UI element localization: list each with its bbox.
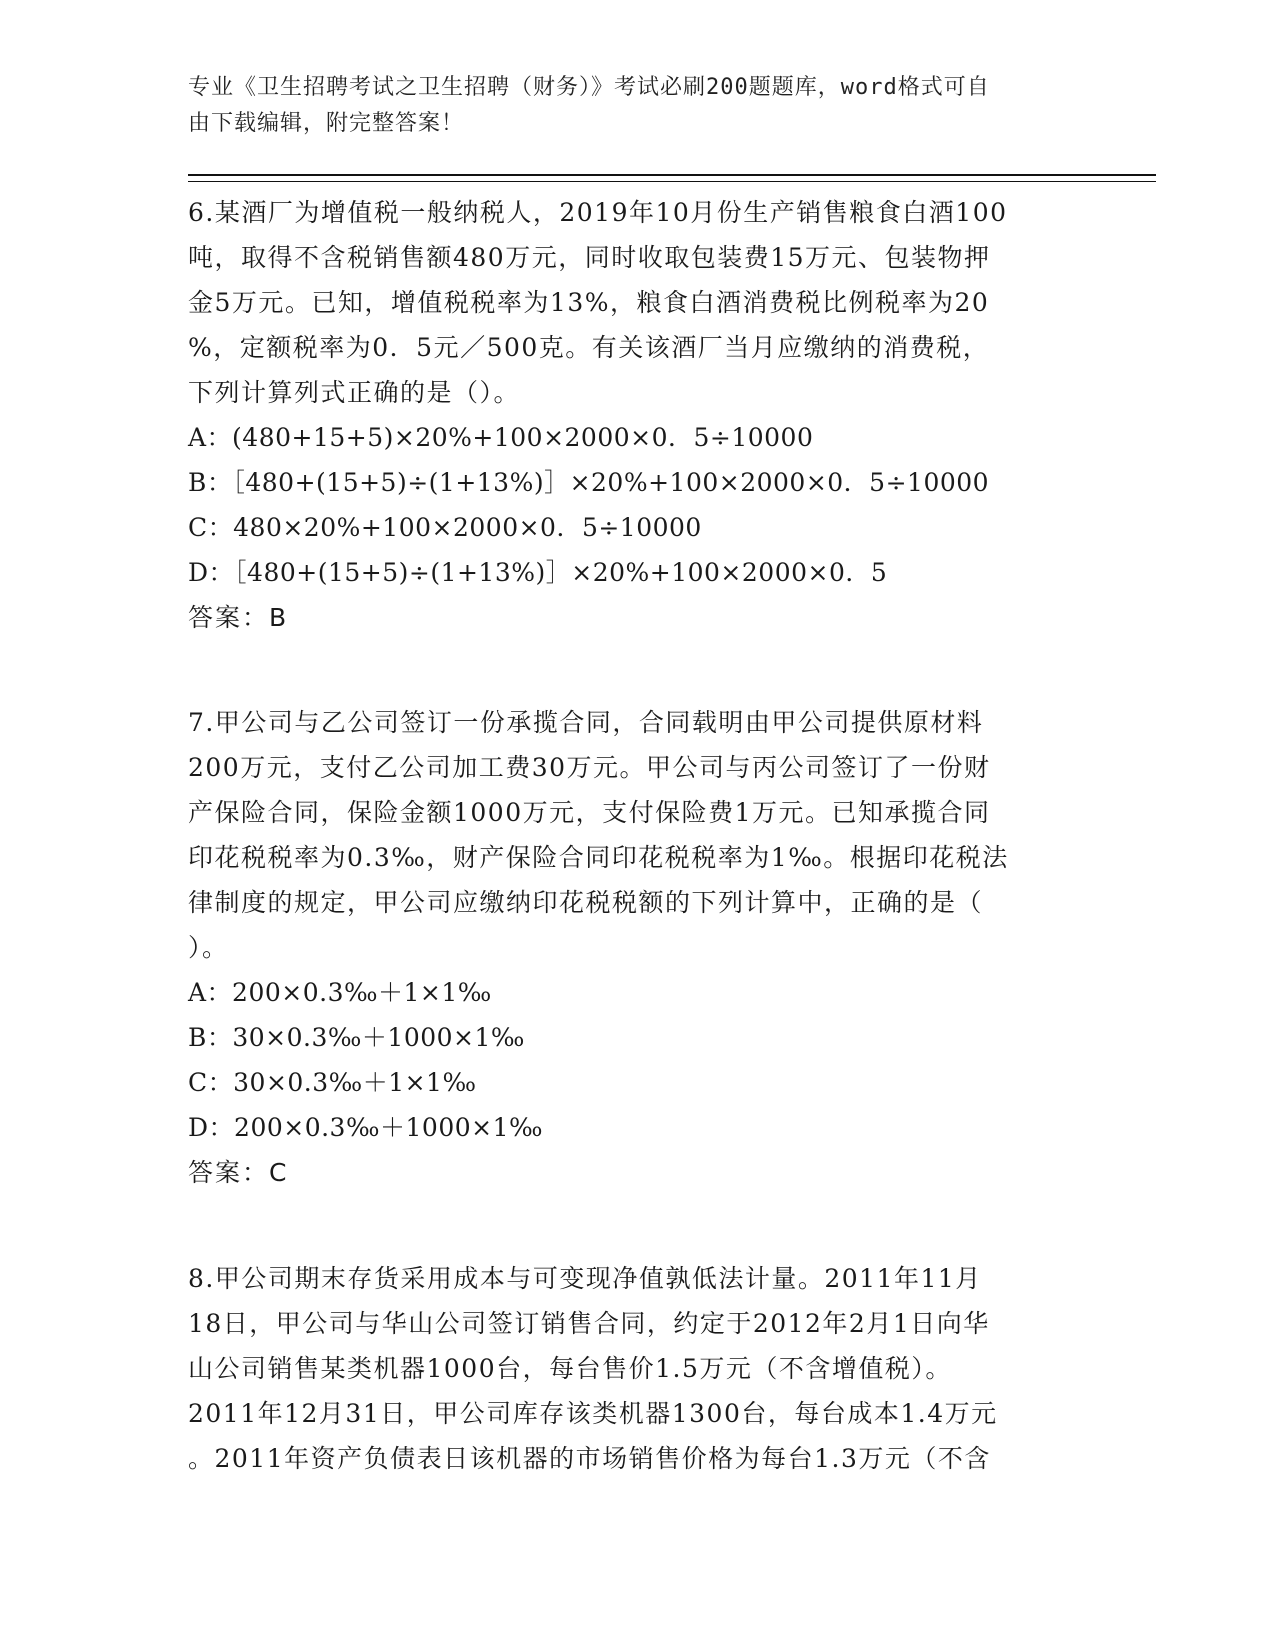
question-8 (188, 1256, 1088, 1481)
answer-line: 答案：C (188, 1158, 289, 1187)
answer-line: 答案：B (188, 603, 289, 632)
question-text-line: 吨，取得不含税销售额480万元，同时收取包装费15万元、包装物押 (188, 243, 991, 272)
option-b: B：30×0.3‰＋1000×1‰ (188, 1023, 525, 1052)
option-d: D：［480+(15+5)÷(1+13%)］×20%+100×2000×0．5 (188, 558, 888, 587)
question-text-line: ）。 (188, 933, 229, 962)
option-b: B：［480+(15+5)÷(1+13%)］×20%+100×2000×0．5÷10000 (188, 468, 990, 497)
question-text-line: 律制度的规定，甲公司应缴纳印花税税额的下列计算中，正确的是（ (188, 888, 984, 917)
question-text-line: 。2011年资产负债表日该机器的市场销售价格为每台1.3万元（不含 (188, 1444, 991, 1473)
option-a: A：200×0.3‰＋1×1‰ (188, 978, 492, 1007)
question-text-line: 200万元，支付乙公司加工费30万元。甲公司与丙公司签订了一份财 (188, 753, 991, 782)
header-line: 由下载编辑，附完整答案！ (188, 111, 465, 136)
document-body (188, 190, 1088, 1481)
page-header (188, 70, 1088, 142)
question-text-line: 2011年12月31日，甲公司库存该类机器1300台，每台成本1.4万元 (188, 1399, 998, 1428)
question-7 (188, 700, 1088, 1195)
question-text-line: 6.某酒厂为增值税一般纳税人，2019年10月份生产销售粮食白酒100 (188, 198, 1008, 227)
question-text-line: 18日，甲公司与华山公司签订销售合同，约定于2012年2月1日向华 (188, 1309, 990, 1338)
header-line: 专业《卫生招聘考试之卫生招聘（财务）》考试必刷200题题库，word格式可自 (188, 75, 990, 100)
question-text-line: 印花税税率为0.3‰，财产保险合同印花税税率为1‰。根据印花税法 (188, 843, 1009, 872)
option-c: C：30×0.3‰＋1×1‰ (188, 1068, 477, 1097)
header-rule-thin (188, 181, 1156, 182)
option-a: A：(480+15+5)×20%+100×2000×0．5÷10000 (188, 423, 814, 452)
option-d: D：200×0.3‰＋1000×1‰ (188, 1113, 544, 1142)
question-text-line: 产保险合同，保险金额1000万元，支付保险费1万元。已知承揽合同 (188, 798, 991, 827)
question-text-line: 下列计算列式正确的是（）。 (188, 378, 521, 407)
question-text-line: 山公司销售某类机器1000台，每台售价1.5万元（不含增值税）。 (188, 1354, 952, 1383)
option-c: C：480×20%+100×2000×0．5÷10000 (188, 513, 702, 542)
question-text-line: 7.甲公司与乙公司签订一份承揽合同，合同载明由甲公司提供原材料 (188, 708, 984, 737)
question-text-line: %，定额税率为0．5元／500克。有关该酒厂当月应缴纳的消费税， (188, 333, 990, 362)
question-text-line: 8.甲公司期末存货采用成本与可变现净值孰低法计量。2011年11月 (188, 1264, 982, 1293)
spacer (188, 640, 1088, 700)
header-rule-thick (188, 174, 1156, 176)
question-6 (188, 190, 1088, 640)
question-text-line: 金5万元。已知，增值税税率为13%，粮食白酒消费税比例税率为20 (188, 288, 990, 317)
spacer (188, 1195, 1088, 1256)
